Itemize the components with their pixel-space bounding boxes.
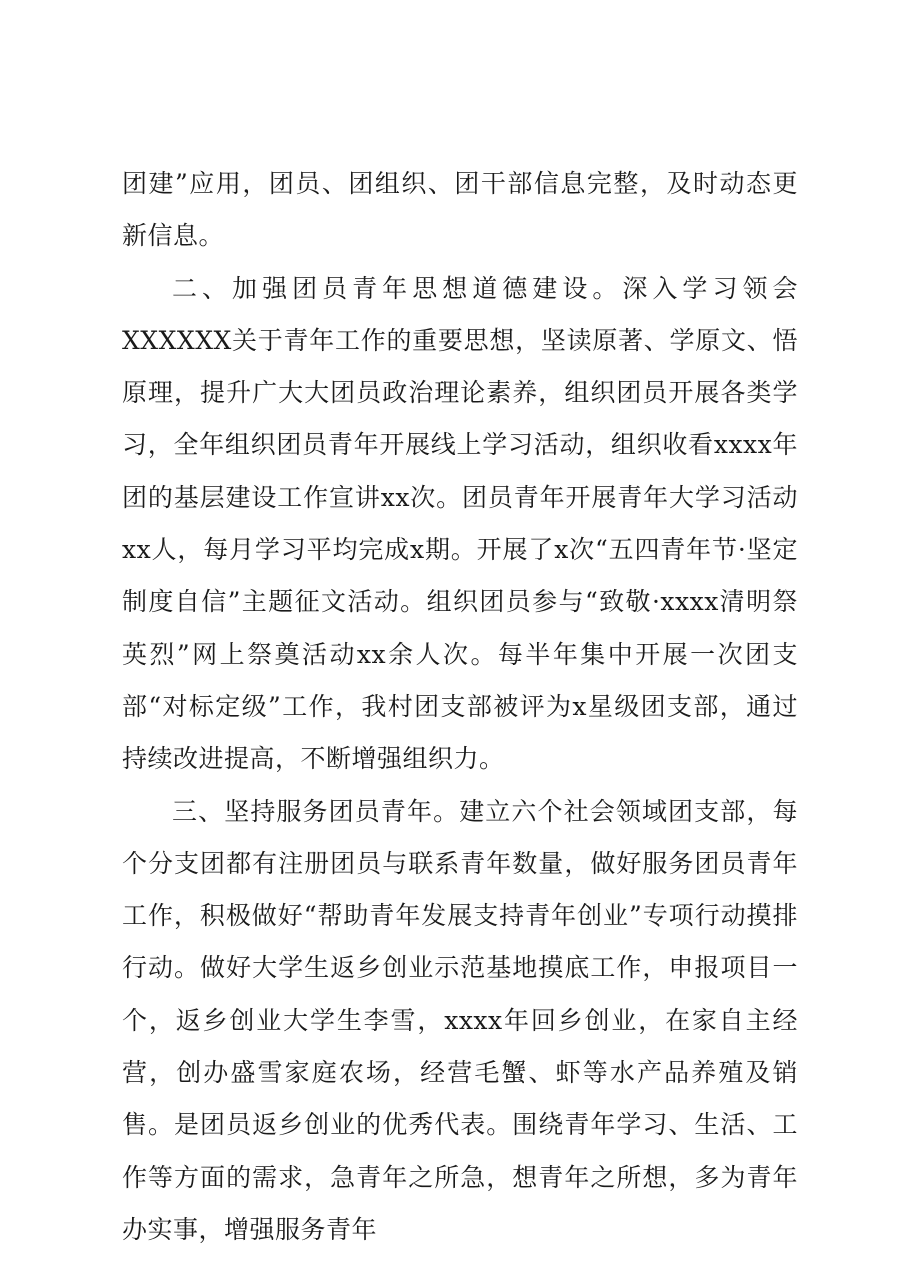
paragraph-continuation: 团建”应用，团员、团组织、团干部信息完整，及时动态更新信息。 bbox=[122, 169, 798, 251]
document-body bbox=[122, 158, 798, 1256]
paragraph-serving-youth: 三、坚持服务团员青年。建立六个社会领域团支部，每个分支团都有注册团员与联系青年数量，做好服务团员青年工作，积极做好“帮助青年发展支持青年创业”专项行动摸排行动。做好大学生返乡创业示范基地摸底工作，申报项目一个，返乡创业大学生李雪，xxxx年回乡创业，在家自主经营，创办盛雪家庭农场，经营毛蟹、虾等水产品养殖及销售。是团员返乡创业的优秀代表。围绕青年学习、生活、工作等方面的需求，急青年之所急，想青年之所想，多为青年办实事，增强服务青年 bbox=[122, 796, 798, 1244]
paragraph-ideology-building: 二、加强团员青年思想道德建设。深入学习领会XXXXXX关于青年工作的重要思想，坚读原著、学原文、悟原理，提升广大大团员政治理论素养，组织团员开展各类学习，全年组织团员青年开展线上学习活动，组织收看xxxx年团的基层建设工作宣讲xx次。团员青年开展青年大学习活动xx人，每月学习平均完成x期。开展了x次“五四青年节·坚定制度自信”主题征文活动。组织团员参与“致敬·xxxx清明祭英烈”网上祭奠活动xx余人次。每半年集中开展一次团支部“对标定级”工作，我村团支部被评为x星级团支部，通过持续改进提高，不断增强组织力。 bbox=[122, 273, 798, 774]
